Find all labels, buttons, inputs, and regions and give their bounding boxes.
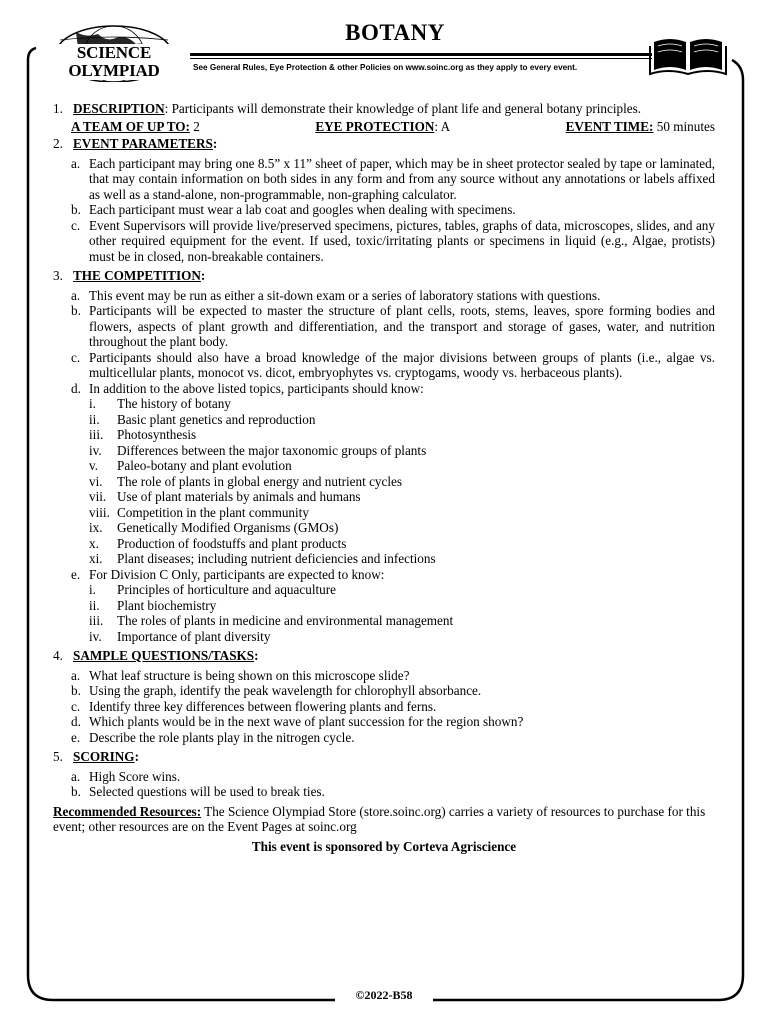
section-heading: DESCRIPTION — [73, 101, 165, 116]
book-icon — [648, 36, 728, 76]
sample-questions-list — [53, 668, 715, 746]
topic-item: vii. Use of plant materials by animals and humans — [89, 489, 361, 504]
list-item: a. High Score wins. — [71, 768, 181, 784]
list-item: c. Identify three key differences between flowering plants and ferns. — [71, 698, 437, 714]
page-title: BOTANY — [345, 20, 445, 45]
topic-item: x. Production of foodstuffs and plant products — [89, 535, 347, 551]
list-item: b. Selected questions will be used to break ties. — [71, 784, 325, 799]
list-item: e. Describe the role plants play in the nitrogen cycle. — [71, 729, 355, 745]
list-item: b. Each participant must wear a lab coat and googles when dealing with specimens. — [71, 202, 516, 217]
list-item: a. What leaf structure is being shown on this microscope slide? — [71, 667, 410, 683]
section-heading: SAMPLE QUESTIONS/TASKS — [73, 648, 255, 663]
topic-item: ix. Genetically Modified Organisms (GMOs) — [89, 520, 339, 535]
footer-code: ©2022-B58 — [355, 988, 413, 1002]
section-sample-questions: 4. SAMPLE QUESTIONS/TASKS: — [53, 648, 259, 663]
list-item: a. Each participant may bring one 8.5” x 11” sheet of paper, which may be in sheet protector sealed by tape or laminated, that may contain information on both sides in any form and from any source without any annotations or labels affixed as well as a stand-alone, non-programmable, non-graphing calculator. — [71, 155, 715, 202]
sponsor-line: This event is sponsored by Corteva Agriscience — [251, 838, 517, 854]
topic-item: xi. Plant diseases; including nutrient deficiencies and infections — [89, 551, 436, 566]
section-number: 3. — [53, 268, 63, 283]
section-description — [53, 101, 715, 117]
section-heading: SCORING — [73, 749, 135, 764]
section-number: 1. — [53, 101, 63, 116]
list-item: b. Using the graph, identify the peak wavelength for chlorophyll absorbance. — [71, 683, 482, 698]
topic-item: iii. Photosynthesis — [89, 427, 197, 442]
topics-list — [89, 396, 715, 567]
team-size: A TEAM OF UP TO: 2 — [71, 118, 200, 134]
recommended-resources — [53, 804, 715, 835]
topic-item: iv. Differences between the major taxonomic groups of plants — [89, 442, 427, 458]
eye-protection: EYE PROTECTION: A — [315, 118, 451, 134]
topic-item: viii. Competition in the plant community — [89, 504, 309, 520]
section-event-parameters: 2. EVENT PARAMETERS: — [53, 136, 218, 151]
list-item: e. For Division C Only, participants are expected to know: i. Principles of horticulture and aquaculture ii. Plant biochemistry iii. The roles of plants in medicine and environmental management iv. Importance of plant diversity — [89, 567, 715, 645]
header-rule — [190, 53, 652, 56]
event-parameters-list — [53, 156, 715, 265]
section-heading: EVENT PARAMETERS — [73, 136, 213, 151]
event-info-row — [53, 119, 715, 135]
event-time: EVENT TIME: 50 minutes — [565, 118, 715, 134]
topic-item: ii. Basic plant genetics and reproduction — [89, 411, 316, 427]
topic-item: v. Paleo-botany and plant evolution — [89, 458, 292, 473]
section-number: 4. — [53, 648, 63, 663]
section-heading: THE COMPETITION — [73, 268, 201, 283]
topic-item: vi. The role of plants in global energy and nutrient cycles — [89, 473, 403, 489]
section-scoring: 5. SCORING: — [53, 749, 139, 764]
competition-list — [53, 288, 715, 645]
resources-text: The Science Olympiad Store (store.soinc.org) carries a variety of resources to purchase for this event; other resources are on the Event Pages at soinc.org — [53, 803, 706, 834]
topic-item: i. The history of botany — [89, 396, 231, 411]
science-olympiad-logo — [36, 22, 192, 82]
topic-item: iv. Importance of plant diversity — [89, 628, 271, 644]
list-item: d. Which plants would be in the next wave of plant succession for the region shown? — [71, 714, 524, 729]
list-item: d. In addition to the above listed topics, participants should know: i. The history of botany ii. Basic plant genetics and reproduction iii. Photosynthesis iv. Differences between the major taxonomic groups of plants v. Paleo-botany and plant evolution vi. The role of plants in global energy and nutrient cycles vii. Use of plant materials by animals and humans viii. Competition in the plant community ix. Genetically Modified Organisms (GMOs) x. Production of foodstuffs and plant products xi. Plant diseases; including nutrient deficiencies and infections — [89, 381, 715, 567]
list-item: c. Event Supervisors will provide live/preserved specimens, pictures, tables, graphs of data, microscopes, slides, and any other required equipment for the event. If used, toxic/irritating plants or specimens in liquid (e.g., Algae, protists) must be in closed, non-breakable containers. — [71, 217, 715, 264]
scoring-list — [53, 769, 715, 800]
resources-label: Recommended Resources: — [53, 803, 202, 819]
list-item: c. Participants should also have a broad knowledge of the major divisions between groups of plants (i.e., algae vs. multicellular plants, monocot vs. dicot, embryophytes vs. cryptogams, woody vs. herbaceous plants). — [71, 349, 715, 380]
rules-content — [53, 101, 715, 854]
section-number: 5. — [53, 749, 63, 764]
section-number: 2. — [53, 136, 63, 151]
topic-item: ii. Plant biochemistry — [89, 597, 217, 613]
header-note: See General Rules, Eye Protection & other Policies on www.soinc.org as they apply to every event. — [193, 63, 578, 72]
description-text: : Participants will demonstrate their knowledge of plant life and general botany principles. — [164, 101, 642, 116]
logo-text: SCIENCE OLYMPIAD — [38, 44, 190, 80]
topic-item: i. Principles of horticulture and aquaculture — [89, 582, 336, 597]
topic-item: iii. The roles of plants in medicine and environmental management — [89, 613, 454, 628]
list-item: a. This event may be run as either a sit-down exam or a series of laboratory stations with questions. — [71, 287, 601, 303]
section-competition: 3. THE COMPETITION: — [53, 268, 206, 283]
header-rule-thin — [190, 58, 652, 59]
division-c-topics-list — [89, 582, 715, 644]
list-item: b. Participants will be expected to master the structure of plant cells, roots, stems, leaves, spore forming bodies and flowers, aspects of plant growth and differentiation, and the transport and storage of gases, water, and nutrition throughout the plant body. — [71, 303, 715, 349]
